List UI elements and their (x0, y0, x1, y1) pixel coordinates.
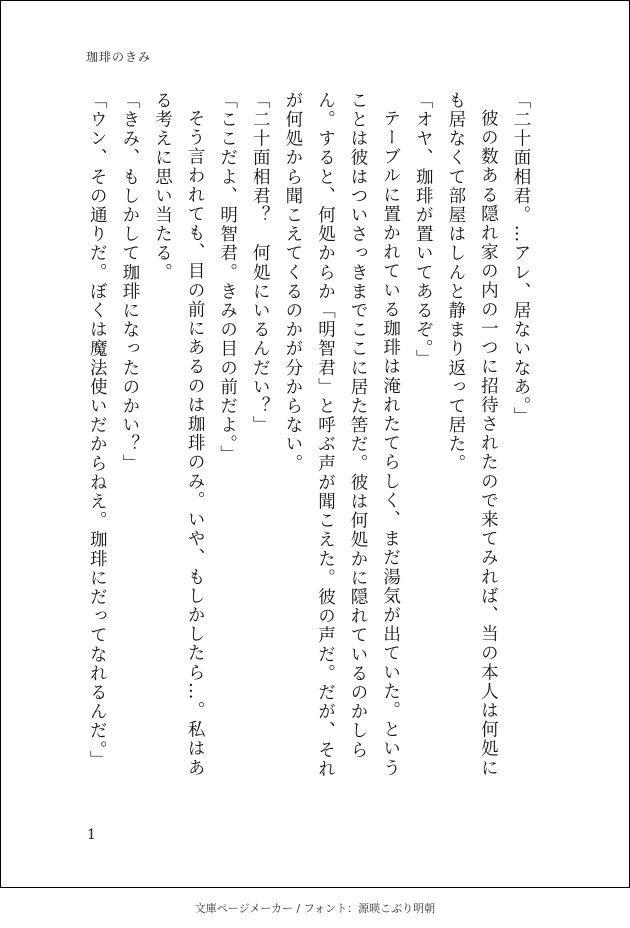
paragraph: 彼の数ある隠れ家の内の一つに招待されたので来てみれば、当の本人は何処にも居なくて部屋はしんと静まり返って居た。 (445, 91, 499, 777)
paragraph: 「オヤ、珈琲が置いてあるぞ。」 (413, 91, 434, 369)
story-text (81, 91, 537, 781)
book-title: 珈琲のきみ (86, 50, 152, 64)
paragraph: 「二十面相君。…アレ、居ないなあ。」 (511, 91, 531, 427)
paragraph: 「ウン、その通りだ。ぼくは魔法使いだからねえ。珈琲にだってなれるんだ。」 (87, 91, 108, 770)
page-number: 1 (87, 827, 96, 843)
paragraph: テーブルに置かれている珈琲は淹れたてらしく、まだ湯気が出ていた。ということは彼はついさっきまでここに居た筈だ。彼は何処かに隠れているのかしらん。すると、何処からか「明智君」と呼ぶ声が聞こえた。彼の声だ。だが、それが何処から聞こえてくるのかが分からない。 (282, 91, 401, 779)
paragraph: 「ここだよ、明智君。きみの目の前だよ。」 (217, 91, 238, 465)
paragraph: そう言われても、目の前にあるのは珈琲のみ。いや、もしかしたら…。私はある考えに思い当たる。 (152, 91, 206, 777)
paragraph: 「二十面相君？ 何処にいるんだい？」 (250, 91, 271, 435)
paragraph: 「きみ、もしかして珈琲になったのかい？」 (119, 91, 140, 473)
footer-credit: 文庫ページメーカー / フォント：源暎こぶり明朝 (194, 902, 436, 915)
